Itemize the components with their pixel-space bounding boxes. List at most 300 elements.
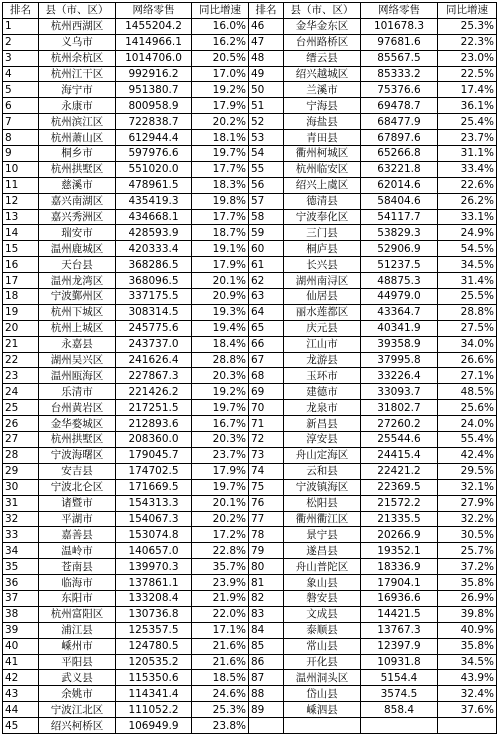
cell-county: 乐清市 <box>39 384 116 400</box>
cell-yoy-growth: 17.0% <box>192 66 249 82</box>
table-row <box>3 161 497 177</box>
cell-yoy-growth: 25.5% <box>438 289 497 305</box>
cell-yoy-growth: 17.9% <box>192 98 249 114</box>
cell-online-retail: 20266.9 <box>361 527 438 543</box>
cell-rank: 33 <box>3 527 39 543</box>
table-row <box>3 66 497 82</box>
table-row <box>3 670 497 686</box>
cell-rank: 36 <box>3 575 39 591</box>
cell-county: 文成县 <box>284 606 361 622</box>
table-row <box>3 34 497 50</box>
cell-yoy-growth: 18.7% <box>192 225 249 241</box>
cell-rank: 85 <box>249 638 284 654</box>
cell-yoy-growth: 27.9% <box>438 495 497 511</box>
cell-rank: 6 <box>3 98 39 114</box>
cell-county: 杭州萧山区 <box>39 130 116 146</box>
cell-county: 东阳市 <box>39 590 116 606</box>
cell-county: 台州路桥区 <box>284 34 361 50</box>
cell-online-retail: 53829.3 <box>361 225 438 241</box>
cell-rank: 25 <box>3 400 39 416</box>
cell-county: 安吉县 <box>39 463 116 479</box>
cell-yoy-growth: 35.8% <box>438 575 497 591</box>
table-row <box>3 209 497 225</box>
cell-yoy-growth: 19.2% <box>192 384 249 400</box>
cell-county: 象山县 <box>284 575 361 591</box>
cell-county: 松阳县 <box>284 495 361 511</box>
cell-yoy-growth: 18.3% <box>192 177 249 193</box>
cell-yoy-growth: 31.1% <box>438 146 497 162</box>
table-row <box>3 18 497 34</box>
cell-rank: 29 <box>3 463 39 479</box>
cell-yoy-growth: 21.9% <box>192 590 249 606</box>
cell-rank: 64 <box>249 304 284 320</box>
cell-online-retail: 33226.4 <box>361 368 438 384</box>
cell-online-retail: 21335.5 <box>361 511 438 527</box>
cell-rank: 50 <box>249 82 284 98</box>
cell-county: 宁波江北区 <box>39 702 116 718</box>
cell-online-retail: 85567.5 <box>361 50 438 66</box>
cell-rank: 80 <box>249 559 284 575</box>
cell-yoy-growth: 54.5% <box>438 241 497 257</box>
cell-yoy-growth: 35.7% <box>192 559 249 575</box>
cell-county: 杭州江干区 <box>39 66 116 82</box>
cell-county: 宁波海曙区 <box>39 447 116 463</box>
cell-county: 平阳县 <box>39 654 116 670</box>
cell-county: 杭州富阳区 <box>39 606 116 622</box>
cell-yoy-growth: 23.7% <box>192 447 249 463</box>
cell-county: 杭州下城区 <box>39 304 116 320</box>
cell-county: 淳安县 <box>284 432 361 448</box>
cell-rank: 34 <box>3 543 39 559</box>
cell-county: 杭州临安区 <box>284 161 361 177</box>
cell-county: 金华婺城区 <box>39 416 116 432</box>
cell-rank: 41 <box>3 654 39 670</box>
cell-online-retail: 39358.9 <box>361 336 438 352</box>
cell-rank: 75 <box>249 479 284 495</box>
cell-yoy-growth: 19.4% <box>192 320 249 336</box>
cell-rank: 77 <box>249 511 284 527</box>
cell-yoy-growth: 28.8% <box>438 304 497 320</box>
cell-online-retail: 13767.3 <box>361 622 438 638</box>
cell-yoy-growth: 28.8% <box>192 352 249 368</box>
cell-yoy-growth: 18.5% <box>192 670 249 686</box>
cell-county: 舟山普陀区 <box>284 559 361 575</box>
cell-online-retail: 85333.2 <box>361 66 438 82</box>
cell-yoy-growth: 34.0% <box>438 336 497 352</box>
cell-yoy-growth: 19.2% <box>192 82 249 98</box>
cell-online-retail: 722838.7 <box>116 114 192 130</box>
cell-county: 杭州拱墅区 <box>39 161 116 177</box>
cell-yoy-growth: 26.9% <box>438 590 497 606</box>
cell-yoy-growth: 18.4% <box>192 336 249 352</box>
cell-rank: 42 <box>3 670 39 686</box>
cell-online-retail: 1014706.0 <box>116 50 192 66</box>
cell-yoy-growth: 17.7% <box>192 209 249 225</box>
cell-yoy-growth: 17.2% <box>192 527 249 543</box>
cell-online-retail: 114341.4 <box>116 686 192 702</box>
cell-yoy-growth: 27.1% <box>438 368 497 384</box>
cell-yoy-growth: 33.1% <box>438 209 497 225</box>
cell-county: 常山县 <box>284 638 361 654</box>
cell-online-retail: 245775.6 <box>116 320 192 336</box>
header-online-retail: 网络零售 <box>116 3 192 19</box>
cell-online-retail: 800958.9 <box>116 98 192 114</box>
table-row <box>3 702 497 718</box>
cell-online-retail: 25544.6 <box>361 432 438 448</box>
cell-county: 绍兴柯桥区 <box>39 718 116 734</box>
cell-yoy-growth: 19.1% <box>192 241 249 257</box>
header-yoy-growth: 同比增速 <box>438 3 497 19</box>
table-row <box>3 479 497 495</box>
cell-county: 嵊泗县 <box>284 702 361 718</box>
cell-yoy-growth: 17.9% <box>192 463 249 479</box>
cell-online-retail: 420333.4 <box>116 241 192 257</box>
cell-rank: 55 <box>249 161 284 177</box>
cell-yoy-growth: 20.3% <box>192 432 249 448</box>
header-online-retail: 网络零售 <box>361 3 438 19</box>
cell-yoy-growth: 25.3% <box>192 702 249 718</box>
cell-rank: 72 <box>249 432 284 448</box>
cell-yoy-growth: 19.3% <box>192 304 249 320</box>
cell-rank: 59 <box>249 225 284 241</box>
cell-yoy-growth: 32.1% <box>438 479 497 495</box>
cell-rank: 53 <box>249 130 284 146</box>
cell-rank: 26 <box>3 416 39 432</box>
cell-county: 金华金东区 <box>284 18 361 34</box>
cell-online-retail: 992916.2 <box>116 66 192 82</box>
cell-rank: 10 <box>3 161 39 177</box>
cell-county: 临海市 <box>39 575 116 591</box>
cell-county: 嘉善县 <box>39 527 116 543</box>
cell-county: 磐安县 <box>284 590 361 606</box>
cell-county: 温州洞头区 <box>284 670 361 686</box>
cell-rank: 61 <box>249 257 284 273</box>
table-row <box>3 590 497 606</box>
cell-county: 桐庐县 <box>284 241 361 257</box>
cell-online-retail: 227867.3 <box>116 368 192 384</box>
cell-rank: 52 <box>249 114 284 130</box>
cell-yoy-growth: 31.4% <box>438 273 497 289</box>
cell-online-retail: 1414966.1 <box>116 34 192 50</box>
cell-county: 永嘉县 <box>39 336 116 352</box>
cell-yoy-growth: 22.6% <box>438 177 497 193</box>
cell-online-retail: 221426.2 <box>116 384 192 400</box>
cell-yoy-growth: 20.2% <box>192 511 249 527</box>
cell-online-retail: 951380.7 <box>116 82 192 98</box>
cell-online-retail: 44979.0 <box>361 289 438 305</box>
cell-county: 温岭市 <box>39 543 116 559</box>
cell-county: 宁海县 <box>284 98 361 114</box>
cell-county: 宁波镇海区 <box>284 479 361 495</box>
cell-county: 温州瓯海区 <box>39 368 116 384</box>
cell-yoy-growth: 19.7% <box>192 146 249 162</box>
cell-yoy-growth: 19.7% <box>192 479 249 495</box>
cell-online-retail: 368096.5 <box>116 273 192 289</box>
cell-county: 义乌市 <box>39 34 116 50</box>
cell-rank: 31 <box>3 495 39 511</box>
cell-rank: 65 <box>249 320 284 336</box>
cell-rank: 23 <box>3 368 39 384</box>
cell-rank: 58 <box>249 209 284 225</box>
cell-online-retail: 133208.4 <box>116 590 192 606</box>
cell-county: 杭州西湖区 <box>39 18 116 34</box>
cell-rank: 60 <box>249 241 284 257</box>
cell-rank: 73 <box>249 447 284 463</box>
cell-yoy-growth: 17.7% <box>192 161 249 177</box>
cell-rank: 5 <box>3 82 39 98</box>
cell-county: 三门县 <box>284 225 361 241</box>
cell-yoy-growth: 37.6% <box>438 702 497 718</box>
cell-yoy-growth: 20.1% <box>192 273 249 289</box>
cell-online-retail: 125357.5 <box>116 622 192 638</box>
cell-county: 衢州柯城区 <box>284 146 361 162</box>
table-row <box>3 114 497 130</box>
header-county: 县（市、区） <box>284 3 361 19</box>
cell-county: 宁波北仑区 <box>39 479 116 495</box>
cell-yoy-growth: 24.0% <box>438 416 497 432</box>
cell-rank: 16 <box>3 257 39 273</box>
cell-yoy-growth: 25.4% <box>438 114 497 130</box>
table-row <box>3 495 497 511</box>
table-row <box>3 257 497 273</box>
cell-county: 庆元县 <box>284 320 361 336</box>
cell-yoy-growth: 23.7% <box>438 130 497 146</box>
table-row <box>3 352 497 368</box>
table-row <box>3 193 497 209</box>
cell-rank: 40 <box>3 638 39 654</box>
cell-county: 台州黄岩区 <box>39 400 116 416</box>
cell-county: 舟山定海区 <box>284 447 361 463</box>
cell-rank: 68 <box>249 368 284 384</box>
cell-county: 江山市 <box>284 336 361 352</box>
cell-rank: 14 <box>3 225 39 241</box>
table-row <box>3 304 497 320</box>
table-row <box>3 447 497 463</box>
cell-rank: 86 <box>249 654 284 670</box>
cell-rank: 54 <box>249 146 284 162</box>
cell-online-retail: 124780.5 <box>116 638 192 654</box>
table-row <box>3 146 497 162</box>
cell-county: 宁波奉化区 <box>284 209 361 225</box>
cell-county: 武义县 <box>39 670 116 686</box>
cell-online-retail: 217251.5 <box>116 400 192 416</box>
cell-online-retail: 62014.6 <box>361 177 438 193</box>
cell-rank: 67 <box>249 352 284 368</box>
cell-county: 桐乡市 <box>39 146 116 162</box>
table-row <box>3 432 497 448</box>
cell-rank: 57 <box>249 193 284 209</box>
table-row <box>3 559 497 575</box>
cell-online-retail: 24415.4 <box>361 447 438 463</box>
cell-online-retail: 111052.2 <box>116 702 192 718</box>
cell-rank: 4 <box>3 66 39 82</box>
cell-county: 丽水莲都区 <box>284 304 361 320</box>
cell-yoy-growth: 26.2% <box>438 193 497 209</box>
header-rank: 排名 <box>249 3 284 19</box>
cell-rank <box>249 718 284 734</box>
cell-online-retail: 212893.6 <box>116 416 192 432</box>
cell-rank: 47 <box>249 34 284 50</box>
cell-county: 长兴县 <box>284 257 361 273</box>
cell-rank: 71 <box>249 416 284 432</box>
cell-rank: 28 <box>3 447 39 463</box>
table-row <box>3 463 497 479</box>
cell-county: 温州鹿城区 <box>39 241 116 257</box>
cell-yoy-growth: 21.6% <box>192 654 249 670</box>
cell-yoy-growth: 32.2% <box>438 511 497 527</box>
table-row <box>3 50 497 66</box>
cell-county: 泰顺县 <box>284 622 361 638</box>
cell-yoy-growth: 25.3% <box>438 18 497 34</box>
cell-online-retail: 43364.7 <box>361 304 438 320</box>
cell-rank: 1 <box>3 18 39 34</box>
cell-rank: 78 <box>249 527 284 543</box>
cell-yoy-growth: 34.5% <box>438 654 497 670</box>
header-rank: 排名 <box>3 3 39 19</box>
cell-county: 嘉兴南湖区 <box>39 193 116 209</box>
table-row <box>3 606 497 622</box>
cell-yoy-growth: 20.1% <box>192 495 249 511</box>
cell-online-retail: 68477.9 <box>361 114 438 130</box>
cell-yoy-growth: 17.4% <box>438 82 497 98</box>
cell-rank: 84 <box>249 622 284 638</box>
cell-rank: 89 <box>249 702 284 718</box>
cell-yoy-growth: 24.9% <box>438 225 497 241</box>
cell-rank: 74 <box>249 463 284 479</box>
cell-online-retail: 22369.5 <box>361 479 438 495</box>
table-row <box>3 320 497 336</box>
cell-yoy-growth: 33.4% <box>438 161 497 177</box>
cell-rank: 18 <box>3 289 39 305</box>
cell-rank: 87 <box>249 670 284 686</box>
cell-online-retail: 308314.5 <box>116 304 192 320</box>
cell-yoy-growth: 20.3% <box>192 368 249 384</box>
cell-yoy-growth: 24.6% <box>192 686 249 702</box>
cell-county: 瑞安市 <box>39 225 116 241</box>
cell-rank: 46 <box>249 18 284 34</box>
cell-rank: 88 <box>249 686 284 702</box>
cell-rank: 37 <box>3 590 39 606</box>
cell-rank: 63 <box>249 289 284 305</box>
cell-yoy-growth: 37.2% <box>438 559 497 575</box>
cell-rank: 45 <box>3 718 39 734</box>
cell-yoy-growth: 32.4% <box>438 686 497 702</box>
cell-rank: 12 <box>3 193 39 209</box>
cell-online-retail: 65266.8 <box>361 146 438 162</box>
cell-yoy-growth: 23.8% <box>192 718 249 734</box>
cell-rank: 51 <box>249 98 284 114</box>
table-row <box>3 273 497 289</box>
cell-rank: 82 <box>249 590 284 606</box>
cell-online-retail: 16936.6 <box>361 590 438 606</box>
table-row <box>3 575 497 591</box>
cell-yoy-growth: 22.8% <box>192 543 249 559</box>
cell-rank: 49 <box>249 66 284 82</box>
table-row <box>3 416 497 432</box>
cell-county: 兰溪市 <box>284 82 361 98</box>
table-row <box>3 82 497 98</box>
cell-county: 永康市 <box>39 98 116 114</box>
cell-yoy-growth: 16.7% <box>192 416 249 432</box>
table-row <box>3 511 497 527</box>
cell-yoy-growth: 23.0% <box>438 50 497 66</box>
cell-online-retail: 368286.5 <box>116 257 192 273</box>
cell-rank: 70 <box>249 400 284 416</box>
cell-online-retail: 48875.3 <box>361 273 438 289</box>
cell-rank: 30 <box>3 479 39 495</box>
cell-county: 龙泉市 <box>284 400 361 416</box>
table-row <box>3 543 497 559</box>
cell-online-retail: 22421.2 <box>361 463 438 479</box>
cell-rank: 83 <box>249 606 284 622</box>
cell-county: 绍兴上虞区 <box>284 177 361 193</box>
cell-county: 开化县 <box>284 654 361 670</box>
cell-yoy-growth <box>438 718 497 734</box>
cell-rank: 20 <box>3 320 39 336</box>
cell-online-retail: 428593.9 <box>116 225 192 241</box>
cell-yoy-growth: 16.0% <box>192 18 249 34</box>
cell-yoy-growth: 17.1% <box>192 622 249 638</box>
cell-online-retail: 51237.5 <box>361 257 438 273</box>
cell-county: 玉环市 <box>284 368 361 384</box>
cell-rank: 69 <box>249 384 284 400</box>
cell-online-retail: 58404.6 <box>361 193 438 209</box>
cell-rank: 17 <box>3 273 39 289</box>
cell-county: 德清县 <box>284 193 361 209</box>
cell-county: 青田县 <box>284 130 361 146</box>
cell-yoy-growth: 16.2% <box>192 34 249 50</box>
table-row <box>3 400 497 416</box>
cell-county: 云和县 <box>284 463 361 479</box>
cell-online-retail: 154313.3 <box>116 495 192 511</box>
table-row <box>3 289 497 305</box>
cell-online-retail: 54117.7 <box>361 209 438 225</box>
table-row <box>3 130 497 146</box>
table-row <box>3 686 497 702</box>
cell-rank: 62 <box>249 273 284 289</box>
cell-rank: 7 <box>3 114 39 130</box>
cell-county: 杭州上城区 <box>39 320 116 336</box>
cell-county: 杭州拱墅区 <box>39 432 116 448</box>
cell-county: 嘉兴秀洲区 <box>39 209 116 225</box>
cell-online-retail: 858.4 <box>361 702 438 718</box>
cell-rank: 79 <box>249 543 284 559</box>
header-row <box>3 3 497 19</box>
table-body <box>3 18 497 733</box>
cell-county: 遂昌县 <box>284 543 361 559</box>
cell-online-retail: 241626.4 <box>116 352 192 368</box>
cell-rank: 9 <box>3 146 39 162</box>
cell-online-retail: 5154.4 <box>361 670 438 686</box>
table-row <box>3 638 497 654</box>
cell-county: 海宁市 <box>39 82 116 98</box>
cell-yoy-growth: 20.9% <box>192 289 249 305</box>
cell-rank: 35 <box>3 559 39 575</box>
cell-online-retail: 52906.9 <box>361 241 438 257</box>
cell-online-retail: 243737.0 <box>116 336 192 352</box>
cell-county: 天台县 <box>39 257 116 273</box>
cell-yoy-growth: 35.8% <box>438 638 497 654</box>
cell-yoy-growth: 43.9% <box>438 670 497 686</box>
cell-online-retail: 12397.9 <box>361 638 438 654</box>
cell-county: 平湖市 <box>39 511 116 527</box>
cell-yoy-growth: 25.6% <box>438 400 497 416</box>
cell-rank: 13 <box>3 209 39 225</box>
cell-online-retail: 120535.2 <box>116 654 192 670</box>
cell-yoy-growth: 40.9% <box>438 622 497 638</box>
cell-rank: 3 <box>3 50 39 66</box>
cell-county: 湖州吴兴区 <box>39 352 116 368</box>
